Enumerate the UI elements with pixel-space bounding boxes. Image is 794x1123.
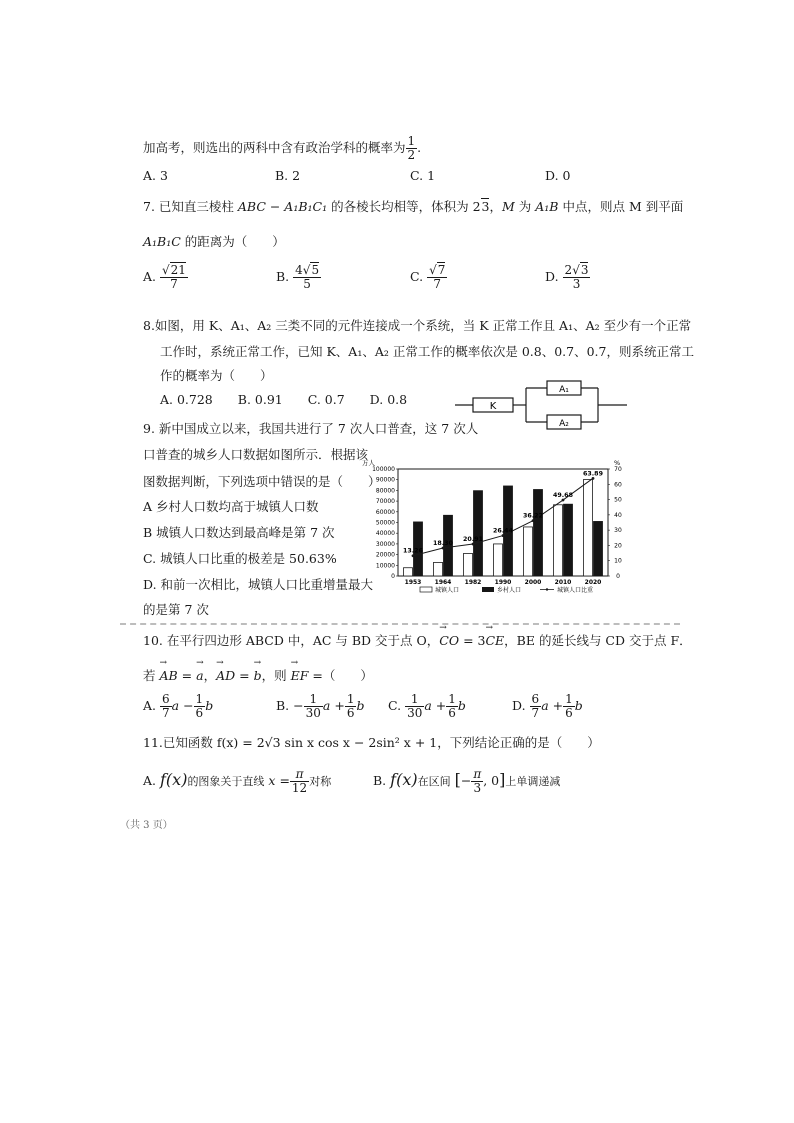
bar-rural-1982	[474, 491, 483, 576]
diagram-label-k: K	[489, 401, 497, 412]
q7-option-a: A. $\frac{√21}{7}$	[143, 263, 186, 291]
q7-option-c: C. $\frac{√7}{7}$	[410, 263, 446, 291]
q6-option-b: B. 2	[275, 168, 301, 183]
q9-line-4: B 城镇人口数达到最高峰是第 7 次	[143, 525, 335, 540]
right-tick-label: 0	[616, 573, 620, 580]
ratio-point-2020	[592, 477, 595, 480]
left-axis-unit: 万人	[362, 459, 375, 467]
q9-line-6: D. 和前一次相比，城镇人口比重增量最大	[143, 577, 374, 592]
x-tick-label-1990: 1990	[494, 579, 512, 586]
circuit-diagram	[455, 378, 630, 434]
q6-stem: 加高考，则选出的两科中含有政治学科的概率为 $\frac{1}{2}$ .	[143, 134, 422, 162]
x-tick-label-1964: 1964	[434, 579, 452, 586]
left-tick-label: 60000	[375, 508, 395, 516]
q11-stem: 11.已知函数 f(x) = 2√3 sin x cos x − 2sin² x + 1，下列结论正确的是（ ）	[143, 735, 600, 750]
ratio-point-2000	[532, 519, 535, 522]
ratio-point-1953	[412, 554, 415, 557]
bar-urban-2010	[554, 505, 563, 576]
q6-option-d: D. 0	[545, 168, 571, 183]
q10-stem-line1: 10. 在平行四边形 ABCD 中，AC 与 BD 交于点 O，→ CO = 3→ CE，BE 的延长线与 CD 交于点 F．	[143, 631, 692, 649]
q6-text: 加高考，则选出的两科中含有政治学科的概率为	[143, 140, 406, 155]
q11-option-a: A. f(x)的图象关于直线 x = $\frac{\pi}{12}$ 对称	[143, 767, 332, 795]
bar-urban-1982	[464, 553, 473, 576]
left-tick-label: 50000	[375, 519, 395, 527]
q8-stem-line3: 作的概率为（ ）	[160, 368, 273, 383]
bar-urban-1990	[494, 544, 503, 576]
left-tick-label: 100000	[372, 466, 395, 473]
q11-option-b: B. f(x)在区间 [− $\frac{\pi}{3}$ , 0]上单调递减	[373, 767, 561, 795]
q6-fraction: $\frac{1}{2}$	[407, 134, 416, 162]
q8-stem-line1: 8.如图，用 K、A₁、A₂ 三类不同的元件连接成一个系统，当 K 正常工作且 A₁、A₂ 至少有一个正常	[143, 318, 692, 333]
right-tick-label: 20	[614, 542, 622, 550]
bar-rural-2020	[594, 521, 603, 576]
page-divider	[120, 623, 680, 625]
q6-option-a: A. 3	[143, 168, 168, 183]
bar-rural-2000	[534, 490, 543, 576]
bar-urban-2020	[584, 479, 593, 576]
right-tick-label: 50	[614, 496, 622, 504]
x-tick-label-2010: 2010	[554, 579, 572, 586]
q6-option-c: C. 1	[410, 168, 436, 183]
q10-stem-line2: 若 → AB = → a，→ AD = → b，则 → EF =（ ）	[143, 666, 373, 684]
legend-marker-ratio	[546, 588, 548, 590]
bar-urban-1953	[404, 568, 413, 576]
ratio-point-1982	[472, 543, 475, 546]
q9-line-0: 9. 新中国成立以来，我国共进行了 7 次人口普查，这 7 次人	[143, 421, 479, 436]
legend-swatch-urban	[420, 587, 432, 592]
population-chart	[360, 457, 635, 599]
right-tick-label: 30	[614, 527, 622, 535]
left-tick-label: 90000	[375, 476, 395, 484]
right-tick-label: 70	[614, 466, 622, 473]
q8-stem-line2: 工作时，系统正常工作，已知 K、A₁、A₂ 正常工作的概率依次是 0.8、0.7、0.7，则系统正常工	[160, 344, 694, 359]
left-tick-label: 70000	[375, 498, 395, 506]
ratio-point-2010	[562, 499, 565, 502]
page-footer: （共 3 页）	[120, 820, 173, 831]
q9-line-5: C. 城镇人口比重的极差是 50.63%	[143, 551, 337, 566]
ratio-label-1953: 13.26	[403, 547, 423, 555]
legend-label-rural: 乡村人口	[497, 587, 522, 594]
ratio-label-1982: 20.91	[463, 536, 483, 544]
x-tick-label-2020: 2020	[584, 579, 602, 586]
q10-option-a: A. $\frac{6}{7}$ a − $\frac{1}{6}$ b	[143, 692, 214, 720]
q9-line-3: A 乡村人口数均高于城镇人口数	[143, 499, 319, 514]
right-axis-unit: %	[614, 459, 621, 467]
q8-options: A. 0.728 B. 0.91 C. 0.7 D. 0.8	[160, 392, 408, 407]
bar-urban-1964	[434, 562, 443, 576]
ratio-label-1990: 26.44	[493, 527, 513, 535]
right-tick-label: 60	[614, 481, 622, 489]
x-tick-label-2000: 2000	[524, 579, 542, 586]
diagram-label-a2: A₂	[559, 419, 569, 429]
left-tick-label: 40000	[375, 530, 395, 538]
legend-label-urban: 城镇人口	[435, 587, 460, 594]
ratio-label-2000: 36.22	[523, 512, 543, 520]
ratio-point-1990	[502, 534, 505, 537]
legend-swatch-rural	[482, 587, 494, 592]
q10-option-d: D. $\frac{6}{7}$ a + $\frac{1}{6}$ b	[512, 692, 583, 720]
left-tick-label: 0	[391, 573, 395, 580]
bar-urban-2000	[524, 527, 533, 576]
ratio-label-2010: 49.68	[553, 492, 573, 500]
q10-option-c: C. $\frac{1}{30}$ a + $\frac{1}{6}$ b	[388, 692, 466, 720]
q9-line-1: 口普查的城乡人口数据如图所示．根据该	[143, 447, 369, 462]
q7-stem-line1: 7. 已知直三棱柱 ABC − A₁B₁C₁ 的各棱长均相等，体积为 23，M 为 A₁B 中点，则点 M 到平面	[143, 199, 684, 214]
legend-label-ratio: 城镇人口比重	[557, 587, 594, 594]
q10-option-b: B. − $\frac{1}{30}$ a + $\frac{1}{6}$ b	[276, 692, 365, 720]
left-tick-label: 30000	[375, 540, 395, 548]
left-tick-label: 10000	[375, 562, 395, 570]
chart-plot-frame	[398, 469, 608, 576]
ratio-label-1964: 18.30	[433, 540, 453, 548]
q9-line-2: 图数据判断，下列选项中错误的是（ ）	[143, 474, 381, 489]
q7-option-d: D. $\frac{2√3}{3}$	[545, 263, 589, 291]
ratio-label-2020: 63.89	[583, 470, 603, 478]
x-tick-label-1953: 1953	[404, 579, 422, 586]
diagram-label-a1: A₁	[559, 385, 569, 395]
bar-rural-2010	[564, 504, 573, 576]
right-tick-label: 40	[614, 511, 622, 519]
q7-stem-line2: A₁B₁C 的距离为（ ）	[143, 234, 285, 249]
left-tick-label: 20000	[375, 551, 395, 559]
q9-line-7: 的是第 7 次	[143, 602, 209, 617]
right-tick-label: 10	[614, 557, 622, 565]
q7-option-b: B. $\frac{4√5}{5}$	[276, 263, 320, 291]
x-tick-label-1982: 1982	[464, 579, 482, 586]
ratio-point-1964	[442, 547, 445, 550]
left-tick-label: 80000	[375, 487, 395, 495]
